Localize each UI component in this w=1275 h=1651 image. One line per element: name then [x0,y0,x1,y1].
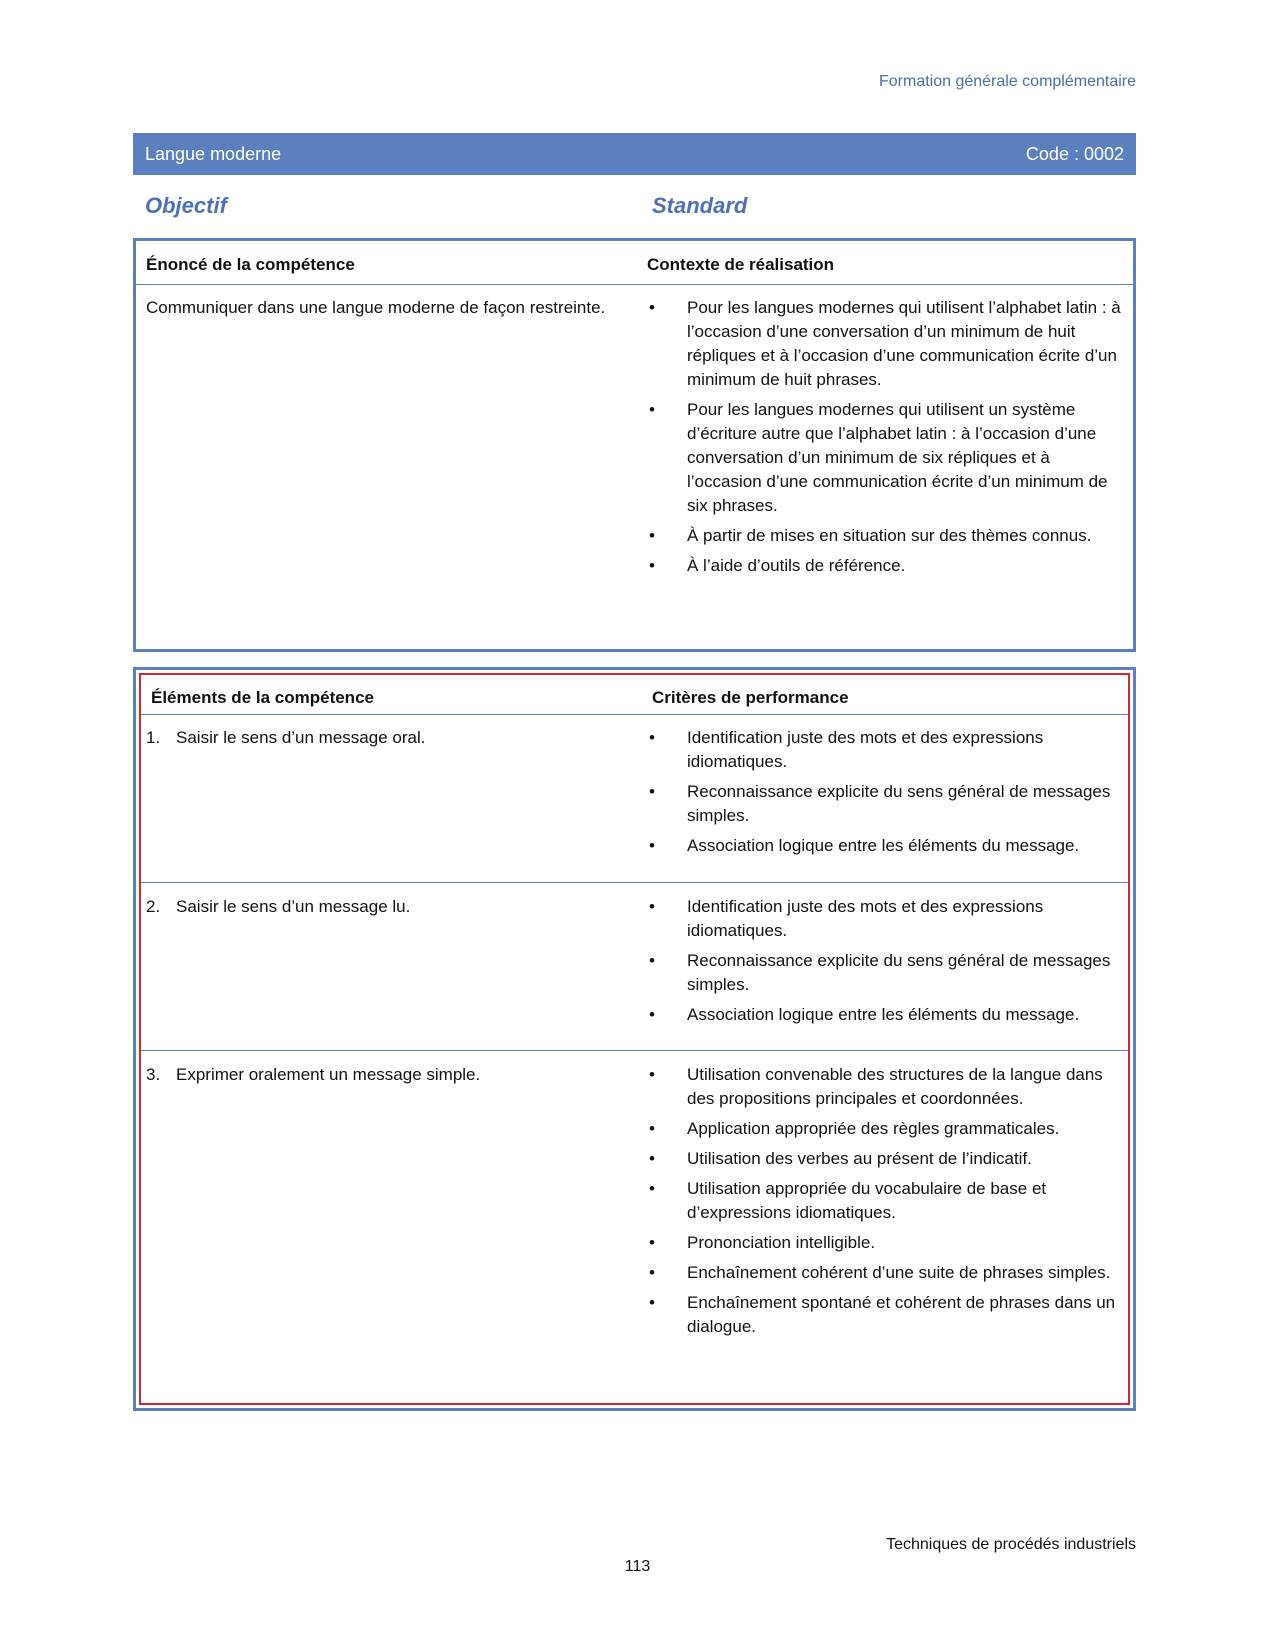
element-label [146,726,616,750]
list-item: • Pour les langues modernes qui utilisent un système d’écriture autre que l’alphabet latin : à l’occasion d’une conversation d’un minimum de six répliques et à l’occasion d’une communication écrite d’un minimum de six phrases. [647,398,1125,518]
criteria-list [647,1063,1120,1339]
list-item: • Identification juste des mots et des expressions idiomatiques. [647,895,1120,943]
title-bar [133,133,1136,175]
competence-table [133,238,1136,652]
objective-row [145,193,1135,221]
elements-table [133,667,1136,1411]
list-item: • Identification juste des mots et des expressions idiomatiques. [647,726,1120,774]
elements-table-inner [139,673,1130,1405]
element-text: Saisir le sens d’un message oral. [176,728,426,747]
standard-label: Standard [652,193,748,218]
list-item: • Enchaînement spontané et cohérent de phrases dans un dialogue. [647,1291,1120,1339]
list-item: • À l’aide d’outils de référence. [647,554,1125,578]
competence-table-header [136,241,1133,285]
element-text: Saisir le sens d’un message lu. [176,897,411,916]
objective-label: Objectif [145,193,227,218]
page-number: 113 [624,1558,651,1575]
list-item: • Reconnaissance explicite du sens général de messages simples. [647,949,1120,997]
footer-program: Techniques de procédés industriels [886,1536,1136,1553]
list-item: • Application appropriée des règles grammaticales. [647,1117,1120,1141]
context-list [647,296,1125,578]
element-number: 3. [146,1065,161,1084]
table-row [141,882,1128,1051]
element-number: 2. [146,897,161,916]
list-item: • Prononciation intelligible. [647,1231,1120,1255]
col-header-criteria: Critères de performance [652,688,849,707]
list-item: • Utilisation appropriée du vocabulaire de base et d’expressions idiomatiques. [647,1177,1120,1225]
list-item: • Utilisation des verbes au présent de l’indicatif. [647,1147,1120,1171]
element-label [146,1063,616,1087]
list-item: • Enchaînement cohérent d’une suite de phrases simples. [647,1261,1120,1285]
col-header-competence: Énoncé de la compétence [146,255,355,274]
list-item: • Utilisation convenable des structures de la langue dans des propositions principales et coordonnées. [647,1063,1120,1111]
table-row [141,714,1128,882]
criteria-list [647,895,1120,1027]
list-item: • Association logique entre les éléments du message. [647,1003,1120,1027]
elements-table-header [141,675,1128,715]
course-code: Code : 0002 [1025,143,1124,164]
element-number: 1. [146,728,161,747]
running-header: Formation générale complémentaire [878,73,1136,90]
list-item: • Association logique entre les éléments du message. [647,834,1120,858]
element-label [146,895,616,919]
subject-title: Langue moderne [145,143,282,164]
col-header-context: Contexte de réalisation [647,255,835,274]
col-header-elements: Éléments de la compétence [151,688,374,707]
list-item: • Reconnaissance explicite du sens général de messages simples. [647,780,1120,828]
competence-statement: Communiquer dans une langue moderne de façon restreinte. [146,298,606,317]
element-text: Exprimer oralement un message simple. [176,1065,481,1084]
list-item: • À partir de mises en situation sur des thèmes connus. [647,524,1125,548]
criteria-list [647,726,1120,858]
list-item: • Pour les langues modernes qui utilisent l’alphabet latin : à l’occasion d’une conversation d’un minimum de huit répliques et à l’occasion d’une communication écrite d’un minimum de huit phrases. [647,296,1125,392]
table-row [141,1050,1128,1406]
